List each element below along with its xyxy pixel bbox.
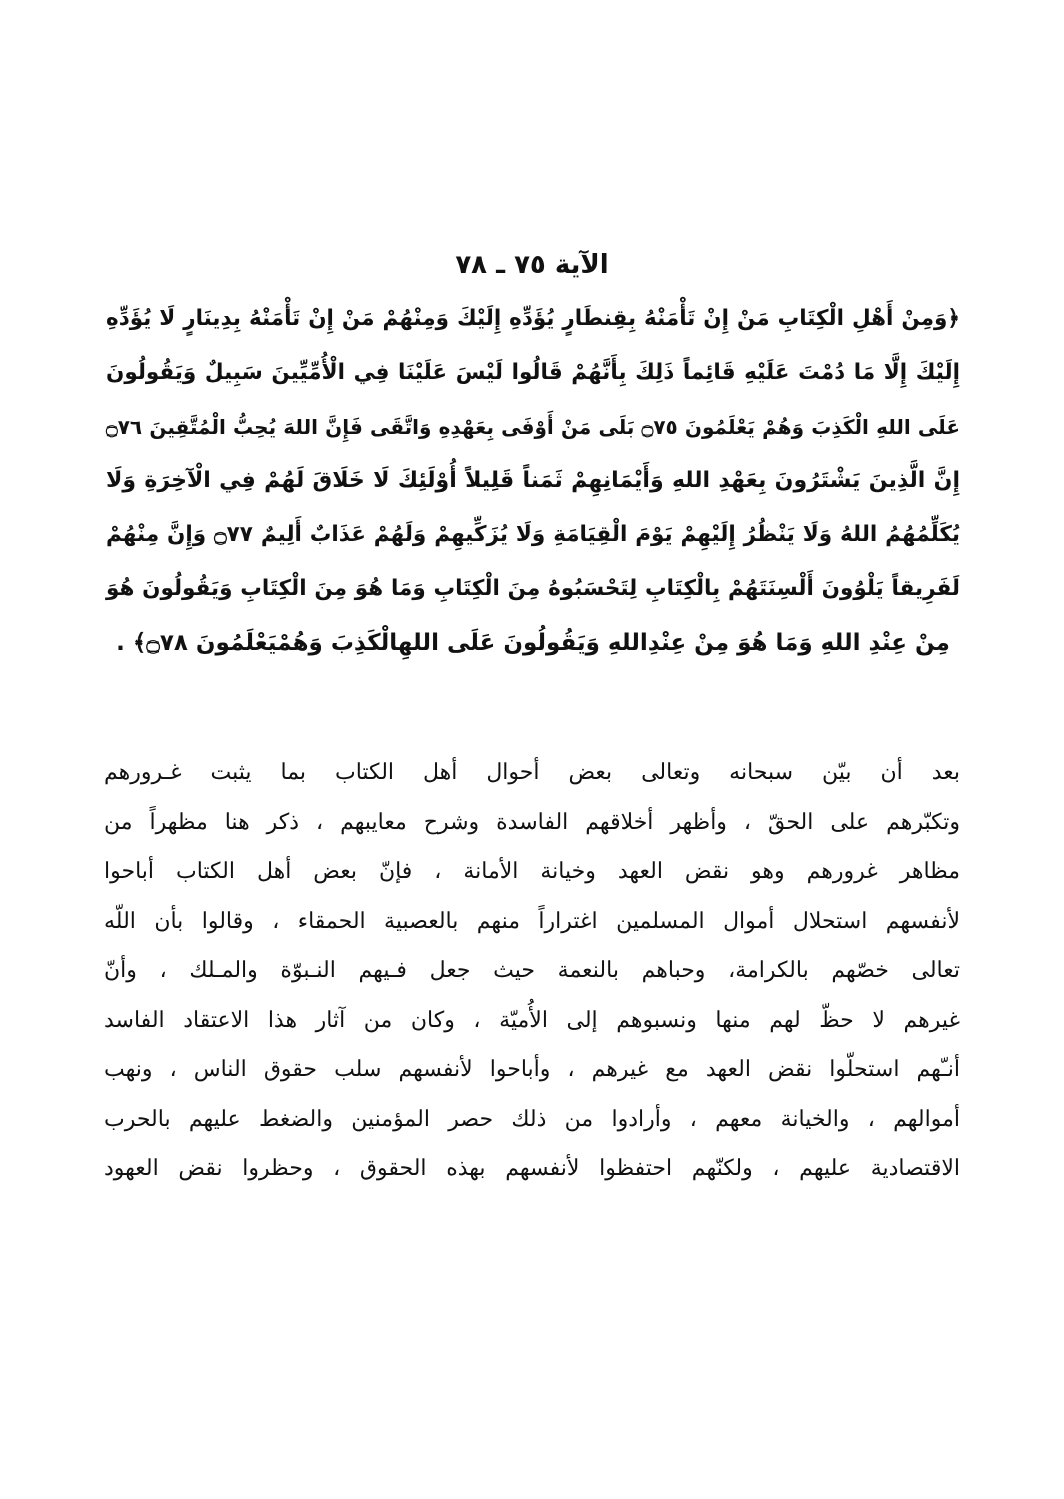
commentary-line: أموالهم ، والخيانة معهم ، وأرادوا من ذلك حصر المؤمنين والضغط عليهم بالحرب: [104, 1106, 960, 1132]
commentary-line: غيرهم لا حظّ لهم منها ونسبوهم إلى الأُميّة ، وكان من آثار هذا الاعتقاد الفاسد: [104, 1007, 960, 1033]
verse-range-heading: الآية ٧٥ ـ ٧٨: [455, 250, 609, 280]
verse-line: مِنْ عِنْدِ اللهِ وَمَا هُوَ مِنْ عِنْدِاللهِ وَيَقُولُونَ عَلَى اللهِالْكَذِبَ وَهُمْيَعْلَمُونَ ۝٧٨﴾ .: [116, 630, 950, 656]
commentary-line: لأنفسهم استحلال أموال المسلمين اغتراراً منهم بالعصبية الحمقاء ، وقالوا بأن اللّه: [104, 908, 960, 934]
verse-line: إِنَّ الَّذِينَ يَشْتَرُونَ بِعَهْدِ اللهِ وَأَيْمَانِهِمْ ثَمَناً قَلِيلاً أُوْلَئِكَ لَا خَلَاقَ لَهُمْ فِي الْآخِرَةِ وَلَا: [106, 468, 960, 493]
commentary-line: تعالى خصّهم بالكرامة، وحباهم بالنعمة حيث جعل فـيهم النـبوّة والمـلك ، وأنّ: [104, 958, 960, 983]
commentary-line: بعد أن بيّن سبحانه وتعالى بعض أحوال أهل الكتاب بما يثبت غـرورهم: [104, 760, 960, 785]
verse-line: ﴿وَمِنْ أَهْلِ الْكِتَابِ مَنْ إِنْ تَأْمَنْهُ بِقِنطَارٍ يُؤَدِّهِ إِلَيْكَ وَمِنْهُمْ مَنْ إِنْ تَأْمَنْهُ بِدِينَارٍ لَا يُؤَدِّهِ: [106, 306, 960, 331]
verse-line: يُكَلِّمُهُمُ اللهُ وَلَا يَنْظُرُ إِلَيْهِمْ يَوْمَ الْقِيَامَةِ وَلَا يُزَكِّيهِمْ وَلَهُمْ عَذَابٌ أَلِيمٌ ۝٧٧ وَإِنَّ مِنْهُمْ: [106, 522, 960, 547]
verse-line: إِلَيْكَ إِلَّا مَا دُمْتَ عَلَيْهِ قَائِماً ذَلِكَ بِأَنَّهُمْ قَالُوا لَيْسَ عَلَيْنَا فِي الْأُمِّيِّينَ سَبِيلٌ وَيَقُولُونَ: [106, 360, 960, 385]
commentary-paragraph: [104, 748, 960, 1194]
commentary-line: وتكبّرهم على الحقّ ، وأظهر أخلاقهم الفاسدة وشرح معايبهم ، ذكر هنا مظهراً من: [104, 809, 960, 835]
verse-line: عَلَى اللهِ الْكَذِبَ وَهُمْ يَعْلَمُونَ ۝٧٥ بَلَى مَنْ أَوْفَى بِعَهْدِهِ وَاتَّقَى فَإِنَّ اللهَ يُحِبُّ الْمُتَّقِينَ ۝٧٦: [106, 415, 960, 439]
verse-line: لَفَرِيقاً يَلْوُونَ أَلْسِنَتَهُمْ بِالْكِتَابِ لِتَحْسَبُوهُ مِنَ الْكِتَابِ وَمَا هُوَ مِنَ الْكِتَابِ وَيَقُولُونَ هُوَ: [106, 576, 960, 601]
quran-verses-block: [106, 292, 960, 670]
commentary-line: الاقتصادية عليهم ، ولكنّهم احتفظوا لأنفسهم بهذه الحقوق ، وحظروا نقض العهود: [104, 1156, 960, 1181]
commentary-line: أنـّهم استحلّوا نقض العهد مع غيرهم ، وأباحوا لأنفسهم سلب حقوق الناس ، ونهب: [104, 1057, 960, 1082]
commentary-line: مظاهر غرورهم وهو نقض العهد وخيانة الأمانة ، فإنّ بعض أهل الكتاب أباحوا: [104, 859, 960, 884]
